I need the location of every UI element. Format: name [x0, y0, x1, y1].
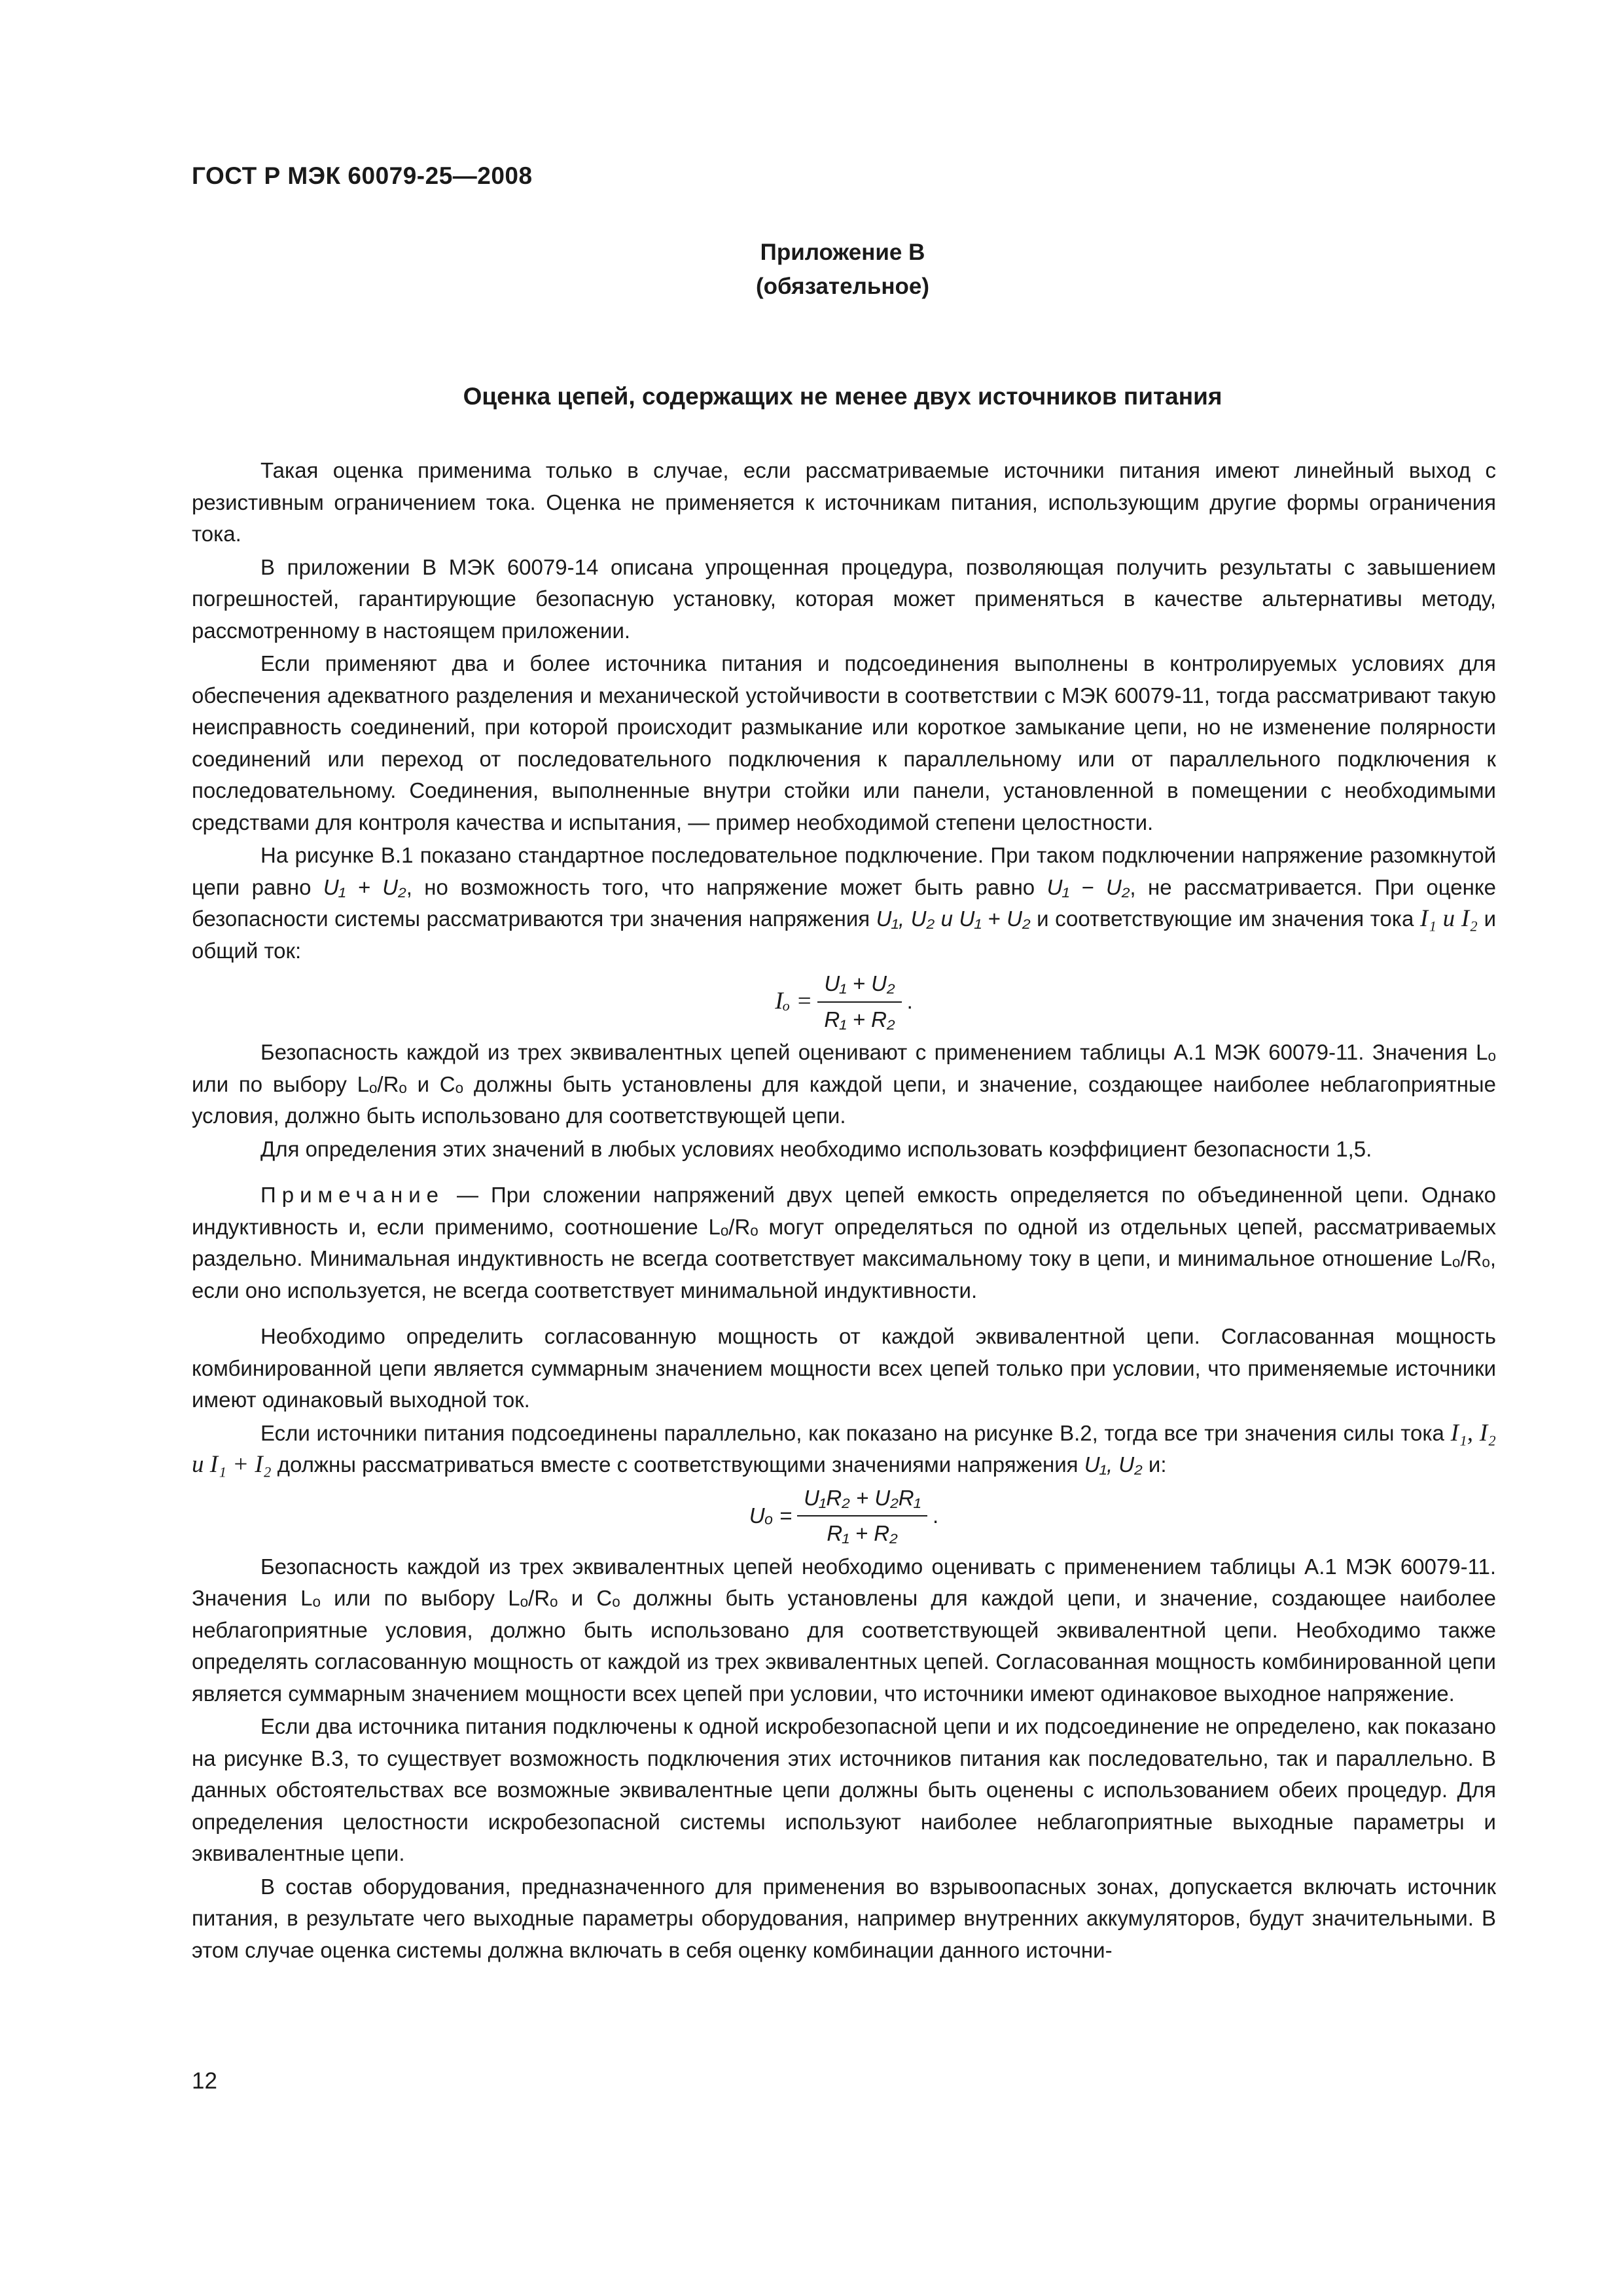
- text-run: , но возможность того, что напряжение может быть равно: [406, 874, 1047, 899]
- formula-tail: .: [933, 1503, 939, 1528]
- math-inline: I₁, I₂ и I₁ + I₂: [192, 1419, 1496, 1478]
- formula-lhs: Iₒ =: [775, 988, 813, 1015]
- formula-tail: .: [906, 989, 913, 1014]
- text-run: и общий ток:: [192, 906, 1497, 963]
- paragraph: Если применяют два и более источника питания и подсоединения выполнены в контролируемых условиях для обеспечения адекватного разделения и механической устойчивости в соответствии с МЭК 60079-11, тогда рассматривают такую неисправность соединений, при которой происходит размыкание или короткое замыкание цепи, но не изменение полярности соединений или переход от последовательного подключения к параллельному или от параллельного подключения к последовательному. Соединения, выполненные внутри стойки или панели, установленной в помещении с необходимыми средствами для контроля качества и испытания, — пример необходимой степени целостности.: [192, 651, 1496, 834]
- paragraph: Безопасность каждой из трех эквивалентных цепей необходимо оценивать с применением таблицы А.1 МЭК 60079-11. Значения Lₒ или по выбору Lₒ/Rₒ и Cₒ должны быть установлены для каждой цепи, и значение, создающее наиболее неблагоприятные условия, должно быть использовано для соответствующей эквивалентной цепи. Необходимо также определять согласованную мощность от каждой из трех эквивалентных цепей. Согласованная мощность комбинированной цепи является суммарным значением мощности всех цепей при условии, что источники имеют одинаковое выходное напряжение.: [192, 1554, 1496, 1706]
- paragraph: [192, 1418, 1496, 1481]
- text-run: должны рассматриваться вместе с соответствующими значениями напряжения: [271, 1452, 1084, 1477]
- note: [192, 1179, 1496, 1306]
- formula-uo: [192, 1482, 1496, 1550]
- text-run: и:: [1142, 1452, 1167, 1477]
- math-inline: I₁ и I₂: [1419, 905, 1478, 932]
- section-title: Оценка цепей, содержащих не менее двух источников питания: [463, 383, 1222, 410]
- body-text: [192, 455, 1496, 1967]
- math-inline: U₁ − U₂: [1046, 874, 1130, 899]
- paragraph: [192, 840, 1496, 967]
- paragraph: Если два источника питания подключены к одной искробезопасной цепи и их подсоединение не определено, как показано на рисунке В.3, то существует возможность подключения этих источников питания как последовательно, так и параллельно. В данных обстоятельствах все возможные эквивалентные цепи должны быть оценены с использованием обеих процедур. Для определения целостности искробезопасной системы используют наиболее неблагоприятные выходные параметры и эквивалентные цепи.: [192, 1714, 1496, 1865]
- standard-header: ГОСТ Р МЭК 60079-25—2008: [192, 162, 533, 189]
- note-text: — При сложении напряжений двух цепей емкость определяется по объединенной цепи. Однако индуктивность и, если применимо, соотношение Lₒ/Rₒ могут определяться по одной из отдельных цепей, рассматриваемых раздельно. Минимальная индуктивность не всегда соответствует максимальному току в цепи, и минимальное отношение Lₒ/Rₒ, если оно используется, не всегда соответствует минимальной индуктивности.: [192, 1183, 1496, 1302]
- appendix-status: (обязательное): [755, 274, 929, 299]
- appendix-heading: [0, 236, 1623, 304]
- appendix-label: Приложение В: [760, 240, 925, 265]
- paragraph: Такая оценка применима только в случае, если рассматриваемые источники питания имеют линейный выход с резистивным ограничением тока. Оценка не применяется к источникам питания, использующим другие формы ограничения тока.: [192, 458, 1496, 546]
- page-number: 12: [192, 2068, 217, 2094]
- text-run: На рисунке В.1 показано стандартное последовательное подключение. При таком подключении напряжение разомкнутой цепи равно: [192, 843, 1496, 899]
- formula-io: [192, 968, 1496, 1035]
- text-run: , не рассматривается. При оценке безопасности системы рассматриваются три значения напряжения: [192, 874, 1497, 931]
- math-inline: U₁ + U₂: [323, 874, 406, 899]
- paragraph: В состав оборудования, предназначенного для применения во взрывоопасных зонах, допускается включать источник питания, в результате чего выходные параметры оборудования, например внутренних аккумуляторов, будут значительными. В этом случае оценка системы должна включать в себя оценку комбинации данного источни-: [192, 1874, 1496, 1962]
- text-run: Если источники питания подсоединены параллельно, как показано на рисунке В.2, тогда все три значения силы тока: [260, 1420, 1451, 1445]
- note-label: Примечание: [260, 1183, 445, 1207]
- text-run: и соответствующие им значения тока: [1030, 906, 1420, 931]
- formula-lhs: Uₒ =: [749, 1503, 793, 1528]
- paragraph: В приложении В МЭК 60079-14 описана упрощенная процедура, позволяющая получить результаты с завышением погрешностей, гарантирующие безопасную установку, которая может применяться в качестве альтернативы методу, рассмотренному в настоящем приложении.: [192, 554, 1496, 643]
- paragraph: Необходимо определить согласованную мощность от каждой эквивалентной цепи. Согласованная мощность комбинированной цепи является суммарным значением мощности всех цепей только при условии, что применяемые источники имеют одинаковый выходной ток.: [192, 1324, 1496, 1412]
- paragraph: Для определения этих значений в любых условиях необходимо использовать коэффициент безопасности 1,5.: [260, 1136, 1372, 1161]
- math-inline: U₁, U₂ и U₁ + U₂: [876, 906, 1031, 931]
- formula-denominator: R₁ + R₂: [827, 1521, 898, 1545]
- formula-denominator: R₁ + R₂: [824, 1007, 895, 1031]
- math-inline: U₁, U₂: [1084, 1452, 1143, 1477]
- paragraph: Безопасность каждой из трех эквивалентных цепей оценивают с применением таблицы А.1 МЭК 60079-11. Значения Lₒ или по выбору Lₒ/Rₒ и Cₒ должны быть установлены для каждой цепи, и значение, создающее наиболее неблагоприятные условия, должно быть использовано для соответствующей цепи.: [192, 1040, 1496, 1128]
- formula-numerator: U₁R₂ + U₂R₁: [797, 1482, 927, 1517]
- formula-numerator: U₁ + U₂: [817, 968, 901, 1003]
